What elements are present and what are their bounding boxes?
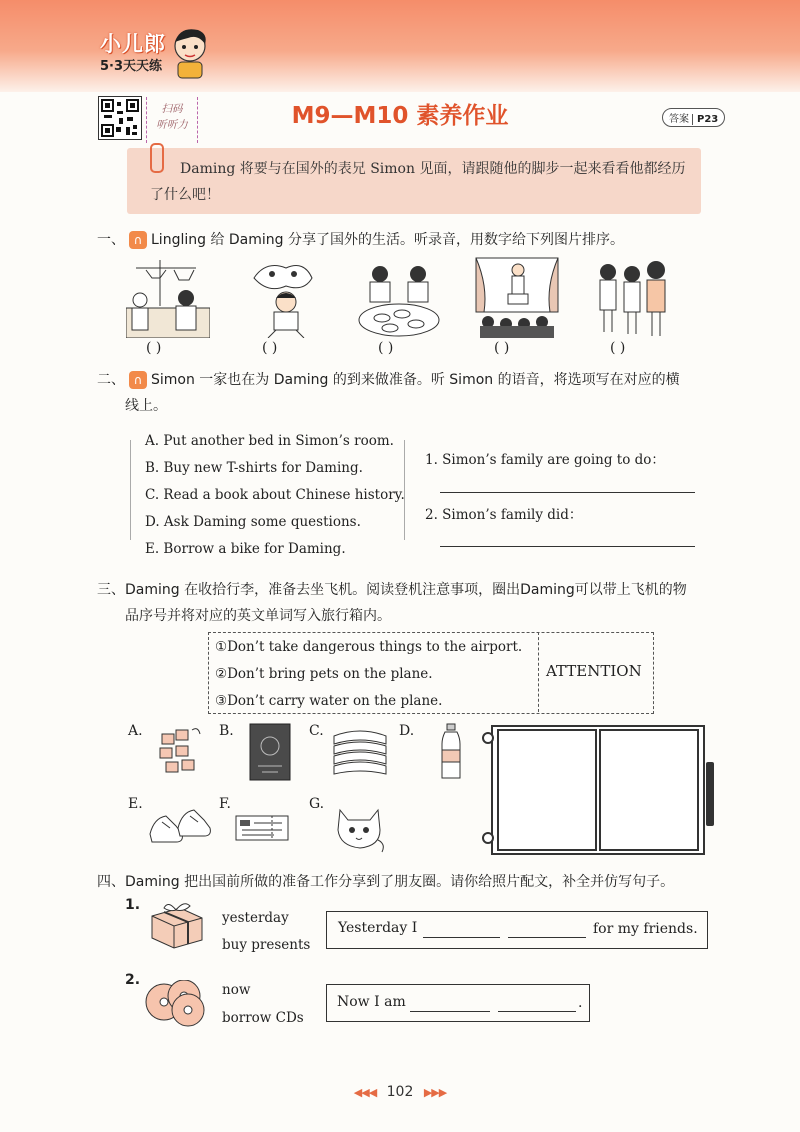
section2-number: 二、 (97, 372, 125, 388)
option-b: B. Buy new T-shirts for Daming. (145, 460, 363, 476)
passport-icon[interactable] (248, 722, 292, 782)
section1-number: 一、 (97, 232, 125, 248)
brand-logo: 小儿郎 (100, 32, 166, 56)
blank-1a[interactable] (423, 937, 500, 938)
section3-text-line1: Daming 在收拾行李，准备去坐飞机。阅读登机注意事项，圈出Daming可以带上飞机的物 (125, 582, 687, 598)
mascot-icon (168, 24, 214, 80)
cds-icon (142, 980, 212, 1028)
question-2: 2. Simon’s family did： (425, 507, 583, 523)
page-footer (0, 1084, 800, 1100)
picture-stage-show (474, 256, 560, 338)
section2-text-line1: Simon 一家也在为 Daming 的到来做准备。听 Simon 的语音，将选项写在对应的横 (151, 372, 680, 388)
picture-dragon-dance (246, 258, 322, 338)
picture-dinner-table (356, 258, 442, 338)
attention-divider (538, 632, 539, 712)
section2-text-line2: 线上。 (125, 398, 167, 414)
sentence2-start: Now I am (337, 994, 406, 1010)
page-title: M9—M10 素养作业 (291, 103, 509, 129)
option-c: C. Read a book about Chinese history. (145, 487, 405, 503)
section4-number: 四、 (97, 874, 125, 890)
blank-2a[interactable] (410, 1011, 490, 1012)
item2-words (222, 976, 304, 1032)
item-label-a: A. (128, 723, 143, 739)
item-label-e: E. (128, 796, 143, 812)
plane-ticket-icon[interactable] (234, 814, 290, 842)
rule-3: ③Don’t carry water on the plane. (215, 693, 443, 709)
answer-bracket[interactable]: ( ) (146, 340, 162, 356)
picture-shopping (126, 258, 210, 338)
item-label-g: G. (309, 796, 325, 812)
section1-heading (97, 227, 624, 253)
item-label-f: F. (219, 796, 231, 812)
options-list (145, 428, 405, 563)
answer-page: P23 (692, 114, 718, 125)
answer-bracket[interactable]: ( ) (494, 340, 510, 356)
picture-three-children (592, 258, 672, 338)
item-label-d: D. (399, 723, 415, 739)
sentence1-start: Yesterday I (338, 920, 418, 936)
section3-number: 三、 (97, 582, 125, 598)
section3-heading (97, 577, 757, 629)
answer-bracket[interactable]: ( ) (378, 340, 394, 356)
arrows-left-icon: ◀◀◀ (353, 1086, 377, 1099)
blank-1b[interactable] (508, 937, 586, 938)
section1-text: Lingling 给 Daming 分享了国外的生活。听录音，用数字给下列图片排序。 (151, 232, 624, 248)
suitcase[interactable] (480, 722, 718, 858)
item1-words (222, 905, 310, 959)
brand-subtitle: 5·3天天练 (100, 59, 163, 74)
blank-2b[interactable] (498, 1011, 576, 1012)
attention-title: ATTENTION (546, 662, 642, 680)
towels-icon[interactable] (330, 726, 390, 778)
item1-time: yesterday (222, 910, 289, 926)
item1-phrase: buy presents (222, 937, 311, 953)
question-1: 1. Simon’s family are going to do： (425, 452, 665, 468)
water-bottle-icon[interactable] (438, 722, 464, 782)
sneakers-icon[interactable] (148, 804, 212, 848)
sentence1-end: for my friends. (593, 921, 698, 937)
scan-label-line2: 听听力 (156, 119, 188, 131)
headphones-icon: ∩ (129, 231, 147, 249)
item1-number: 1. (125, 897, 141, 913)
item-label-c: C. (309, 723, 324, 739)
page-number: 102 (386, 1084, 414, 1100)
headphones-icon: ∩ (129, 371, 147, 389)
section4-heading (97, 869, 757, 895)
rule-2: ②Don’t bring pets on the plane. (215, 666, 433, 682)
item-label-b: B. (219, 723, 234, 739)
item2-number: 2. (125, 972, 141, 988)
item2-phrase: borrow CDs (222, 1010, 304, 1026)
item2-time: now (222, 982, 251, 998)
answer-bracket[interactable]: ( ) (610, 340, 626, 356)
option-e: E. Borrow a bike for Daming. (145, 541, 346, 557)
option-a: A. Put another bed in Simon’s room. (145, 433, 394, 449)
option-d: D. Ask Daming some questions. (145, 514, 361, 530)
rule-1: ①Don’t take dangerous things to the airport. (215, 639, 523, 655)
cat-icon[interactable] (330, 800, 388, 854)
sentence2-end: . (578, 995, 583, 1011)
answer-badge[interactable] (662, 108, 725, 127)
attention-rules (215, 634, 522, 715)
answer-bracket[interactable]: ( ) (262, 340, 278, 356)
section4-text: Daming 把出国前所做的准备工作分享到了朋友圈。请你给照片配文，补全并仿写句子。 (125, 874, 675, 890)
arrows-right-icon: ▶▶▶ (423, 1086, 447, 1099)
section3-text-line2: 品序号并将对应的英文单词写入旅行箱内。 (125, 608, 391, 624)
options-bracket-left (130, 440, 132, 540)
section2-heading (97, 367, 747, 419)
intro-text: Daming 将要与在国外的表兄 Simon 见面，请跟随他的脚步一起来看看他都经历了什么吧！ (150, 161, 686, 203)
scan-label-line1: 扫码 (161, 103, 183, 115)
firecrackers-icon[interactable] (152, 724, 204, 782)
answer-line-2[interactable] (440, 546, 695, 547)
answer-line-1[interactable] (440, 492, 695, 493)
gift-box-icon (146, 900, 208, 950)
answer-label: 答案 (669, 114, 689, 125)
